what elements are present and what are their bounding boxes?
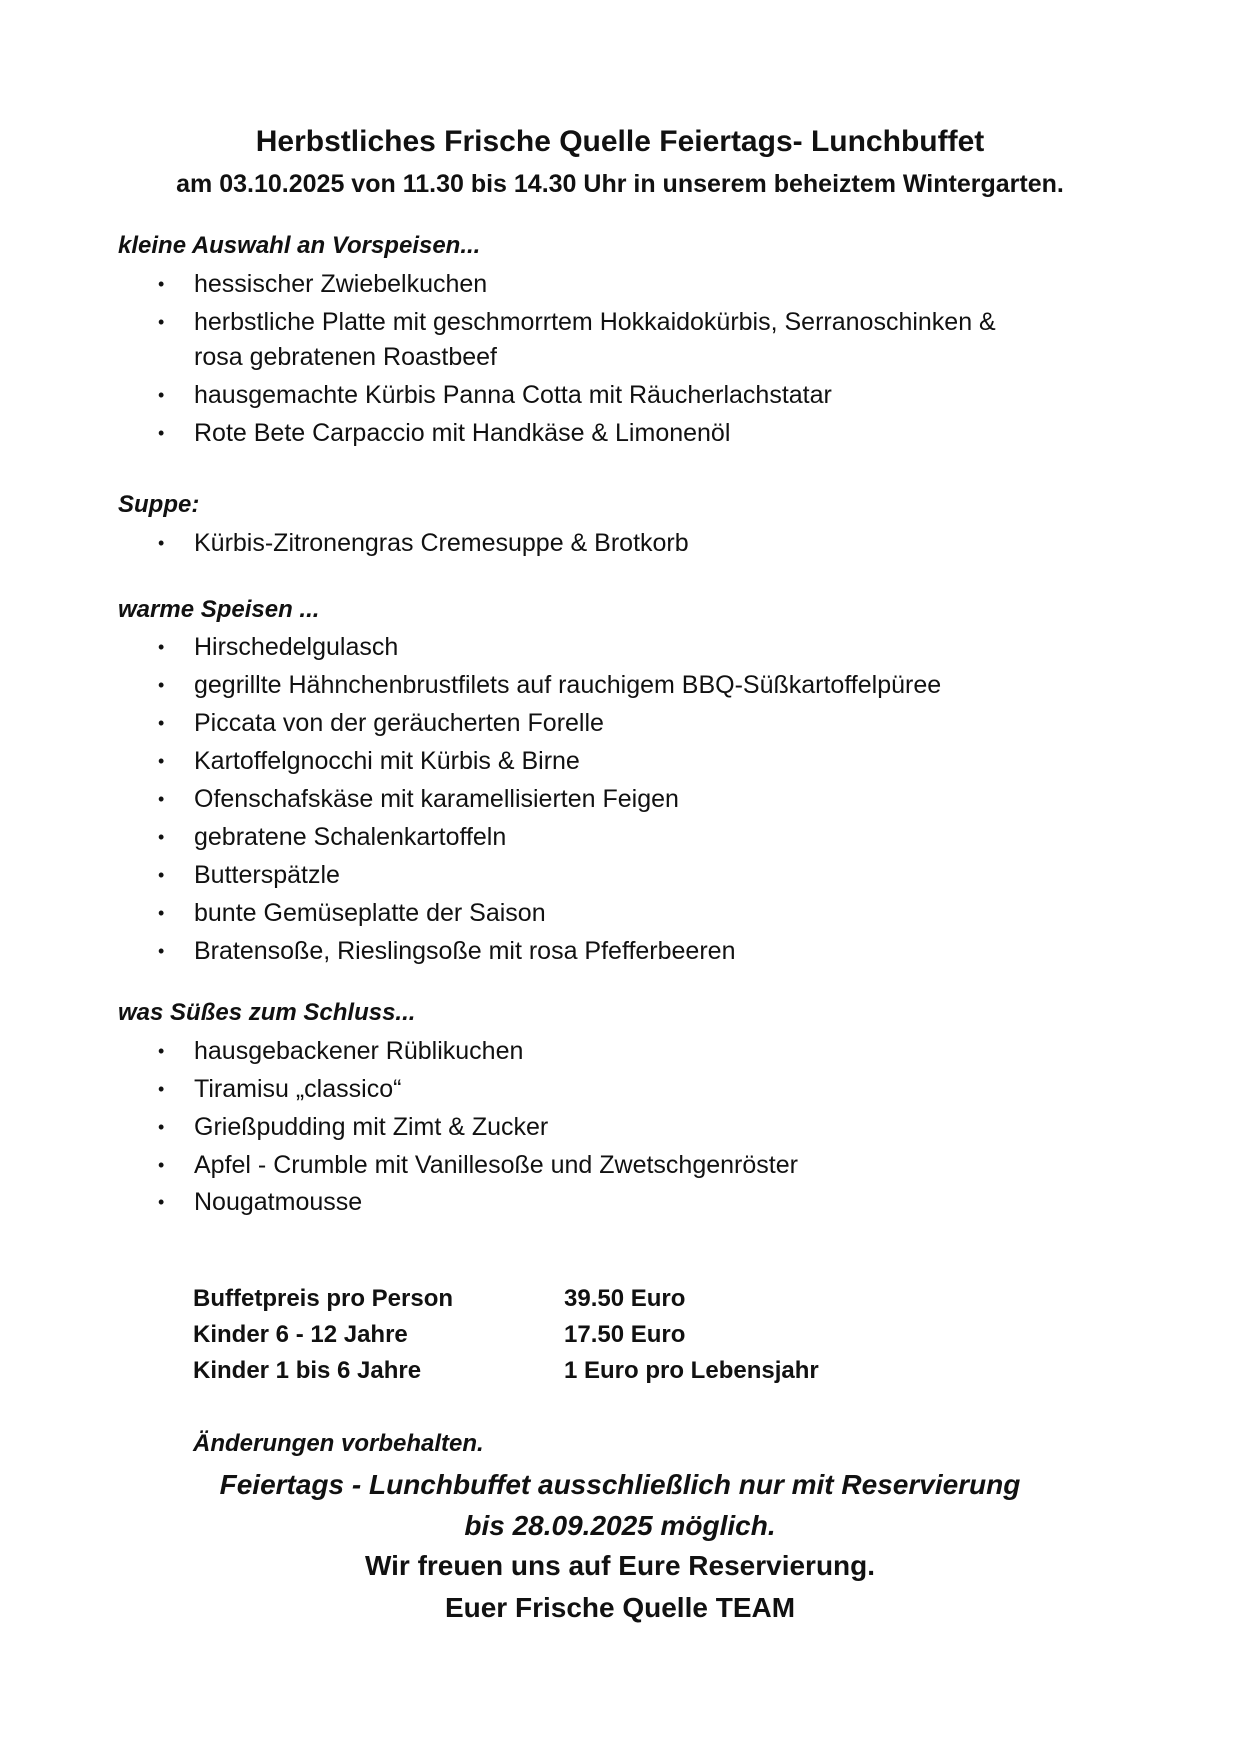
list-item: • bunte Gemüseplatte der Saison xyxy=(118,896,1094,931)
price-value: 1 Euro pro Lebensjahr xyxy=(564,1357,819,1384)
bullet-icon: • xyxy=(158,312,165,332)
list-item: • Hirschedelgulasch xyxy=(118,630,1094,665)
bullet-icon: • xyxy=(158,1117,165,1137)
bullet-icon: • xyxy=(158,941,165,961)
bullet-icon: • xyxy=(158,827,165,847)
section-warme-speisen xyxy=(118,592,1118,969)
bullet-icon: • xyxy=(158,1041,165,1061)
list-item: • hausgebackener Rüblikuchen xyxy=(118,1034,1094,1069)
bullet-icon: • xyxy=(158,789,165,809)
bullet-icon: • xyxy=(158,637,165,657)
list-item: • Kürbis-Zitronengras Cremesuppe & Brotkorb xyxy=(118,526,1094,561)
price-table xyxy=(193,1281,819,1389)
bullet-icon: • xyxy=(158,751,165,771)
bullet-icon: • xyxy=(158,274,165,294)
bullet-icon: • xyxy=(158,865,165,885)
list-item: • gebratene Schalenkartoffeln xyxy=(118,820,1094,855)
section-suppe xyxy=(118,487,1118,561)
bullet-icon: • xyxy=(158,713,165,733)
page-title: Herbstliches Frische Quelle Feiertags- Lunchbuffet xyxy=(255,125,985,158)
list-item: • Kartoffelgnocchi mit Kürbis & Birne xyxy=(118,744,1094,779)
price-row xyxy=(193,1281,819,1317)
list-item: • hessischer Zwiebelkuchen xyxy=(118,267,1094,302)
price-value: 17.50 Euro xyxy=(564,1321,686,1348)
event-date-subtitle: am 03.10.2025 von 11.30 bis 14.30 Uhr in unserem beheiztem Wintergarten. xyxy=(176,170,1064,198)
list-item: • Tiramisu „classico“ xyxy=(118,1072,1094,1107)
list-item: • Nougatmousse xyxy=(118,1185,1094,1220)
bullet-icon: • xyxy=(158,1192,165,1212)
section-heading: warme Speisen ... xyxy=(118,596,320,623)
list-item: • gegrillte Hähnchenbrustfilets auf rauchigem BBQ-Süßkartoffelpüree xyxy=(118,668,1094,703)
bullet-icon: • xyxy=(158,1155,165,1175)
list-item: • Rote Bete Carpaccio mit Handkäse & Limonenöl xyxy=(118,416,1094,451)
bullet-icon: • xyxy=(158,423,165,443)
section-heading: Suppe: xyxy=(118,491,200,518)
list-item: • Apfel - Crumble mit Vanillesoße und Zwetschgenröster xyxy=(118,1148,1094,1183)
price-value: 39.50 Euro xyxy=(564,1285,686,1312)
price-label: Buffetpreis pro Person xyxy=(193,1285,454,1312)
list-item: • Grießpudding mit Zimt & Zucker xyxy=(118,1110,1094,1145)
section-vorspeisen xyxy=(118,228,1118,451)
price-label: Kinder 1 bis 6 Jahre xyxy=(193,1357,422,1384)
section-heading: kleine Auswahl an Vorspeisen... xyxy=(118,232,481,259)
list-item: • Butterspätzle xyxy=(118,858,1094,893)
price-row xyxy=(193,1317,819,1353)
menu-list xyxy=(118,1034,1118,1220)
thanks-line: Wir freuen uns auf Eure Reservierung. xyxy=(364,1550,876,1581)
bullet-icon: • xyxy=(158,675,165,695)
list-item: • Bratensoße, Rieslingsoße mit rosa Pfefferbeeren xyxy=(118,934,1094,969)
price-label: Kinder 6 - 12 Jahre xyxy=(193,1321,408,1348)
bullet-icon: • xyxy=(158,533,165,553)
menu-list xyxy=(118,267,1118,451)
list-item: • herbstliche Platte mit geschmorrtem Hokkaidokürbis, Serranoschinken & rosa gebratenen Roastbeef xyxy=(118,305,1024,375)
reservation-notice: Feiertags - Lunchbuffet ausschließlich nur mit Reservierung xyxy=(219,1469,1021,1500)
menu-list xyxy=(118,526,1118,561)
section-dessert xyxy=(118,995,1118,1220)
price-row xyxy=(193,1353,819,1389)
list-item: • hausgemachte Kürbis Panna Cotta mit Räucherlachstatar xyxy=(118,378,1094,413)
reservation-deadline: bis 28.09.2025 möglich. xyxy=(464,1510,776,1541)
changes-note: Änderungen vorbehalten. xyxy=(193,1430,484,1457)
bullet-icon: • xyxy=(158,385,165,405)
list-item: • Ofenschafskäse mit karamellisierten Feigen xyxy=(118,782,1094,817)
menu-list xyxy=(118,630,1118,969)
section-heading: was Süßes zum Schluss... xyxy=(118,999,416,1026)
list-item: • Piccata von der geräucherten Forelle xyxy=(118,706,1094,741)
team-signature: Euer Frische Quelle TEAM xyxy=(444,1592,796,1623)
bullet-icon: • xyxy=(158,903,165,923)
bullet-icon: • xyxy=(158,1079,165,1099)
